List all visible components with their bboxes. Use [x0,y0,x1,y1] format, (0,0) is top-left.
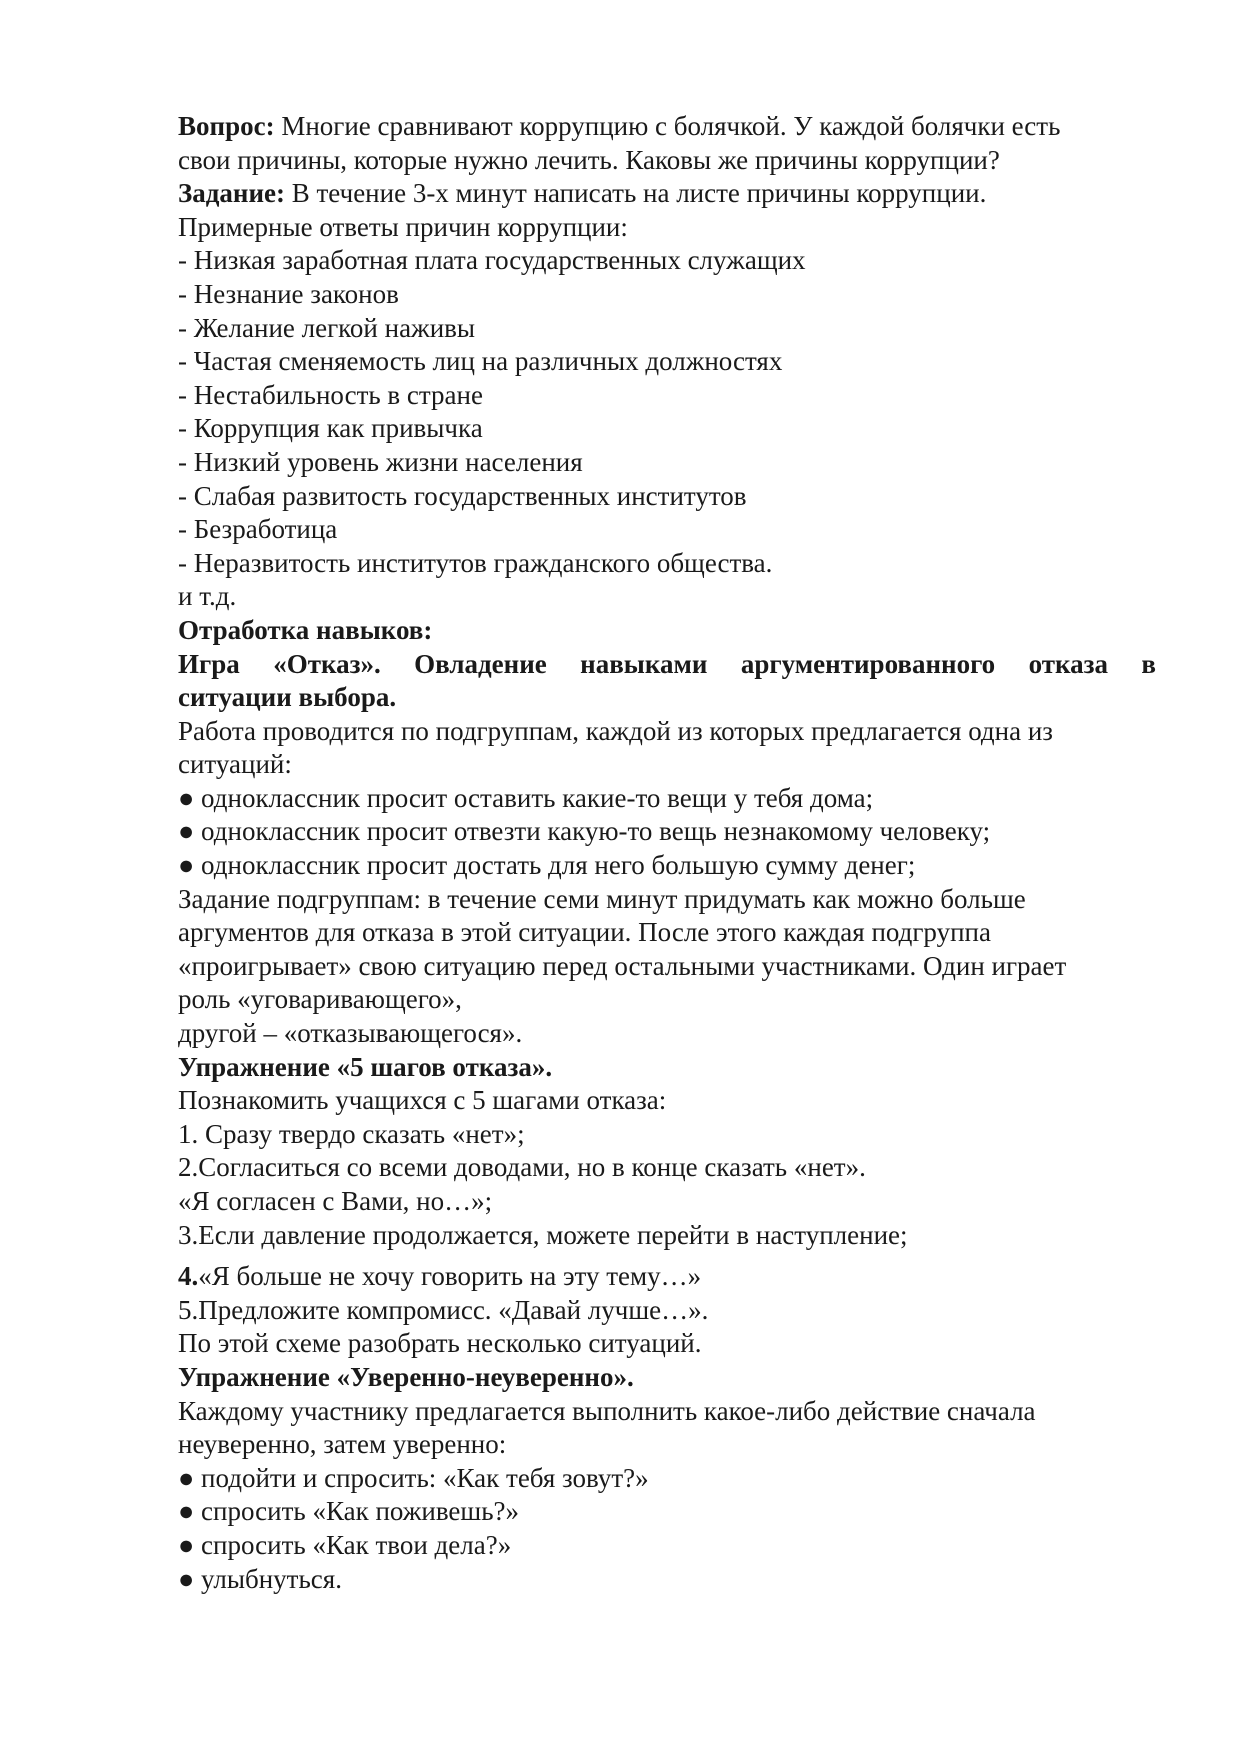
step-2: 2.Согласиться со всеми доводами, но в конце сказать «нет». [178,1152,866,1183]
list-item: - Слабая развитость государственных институтов [178,480,747,511]
list-item: - Неразвитость институтов гражданского общества. [178,547,773,578]
task-label: Задание: [178,178,285,209]
scheme-note: По этой схеме разобрать несколько ситуаций. [178,1328,702,1359]
list-item: - Частая сменяемость лиц на различных должностях [178,346,783,377]
actions-list [178,1462,1156,1596]
list-item: ● одноклассник просит отвезти какую-то вещь незнакомому человеку; [178,816,991,847]
subgroup-task-line-1: Задание подгруппам: в течение семи минут придумать как можно больше [178,883,1026,914]
list-item: - Желание легкой наживы [178,312,476,343]
game-intro-line-1: Работа проводится по подгруппам, каждой из которых предлагается одна из [178,715,1053,746]
subgroup-task-line-5: другой – «отказывающегося». [178,1018,523,1049]
situations-list [178,782,1156,883]
question-line-2: свои причины, которые нужно лечить. Каковы же причины коррупции? [178,144,1000,175]
causes-list [178,244,1156,580]
confident-intro-line-2: неуверенно, затем уверенно: [178,1429,507,1460]
five-steps-heading: Упражнение «5 шагов отказа». [178,1051,553,1082]
question-label: Вопрос: [178,111,275,141]
page-content [178,110,1156,1596]
list-item: ● спросить «Как твои дела?» [178,1529,512,1560]
subgroup-task-line-3: «проигрывает» свою ситуацию перед остальными участниками. Один играет [178,950,1067,981]
list-item: ● спросить «Как поживешь?» [178,1496,520,1527]
list-item: - Нестабильность в стране [178,379,483,410]
list-item: ● одноклассник просит оставить какие-то вещи у тебя дома; [178,782,874,813]
list-item: - Коррупция как привычка [178,413,483,444]
step-4-number: 4. [178,1261,199,1292]
confident-heading: Упражнение «Уверенно-неуверенно». [178,1361,634,1392]
list-item: ● одноклассник просит достать для него большую сумму денег; [178,850,916,881]
question-line-1: Вопрос: Многие сравнивают коррупцию с болячкой. У каждой болячки есть [178,111,1061,141]
game-heading-line-1: Игра «Отказ». Овладение навыками аргументированного отказа в [178,648,1156,679]
list-item: ● подойти и спросить: «Как тебя зовут?» [178,1462,649,1493]
list-item: ● улыбнуться. [178,1563,342,1594]
subgroup-task-line-4: роль «уговаривающего», [178,984,462,1015]
game-heading-line-2: ситуации выбора. [178,682,397,713]
step-1: 1. Сразу твердо сказать «нет»; [178,1118,525,1149]
step-5: 5.Предложите компромисс. «Давай лучше…». [178,1294,709,1325]
list-item: - Низкий уровень жизни населения [178,446,583,477]
skills-heading: Отработка навыков: [178,614,433,645]
task-line: Задание: В течение 3-х минут написать на листе причины коррупции. [178,178,987,209]
step-2-example: «Я согласен с Вами, но…»; [178,1186,493,1216]
list-item: - Безработица [178,514,338,545]
subgroup-task-line-2: аргументов для отказа в этой ситуации. После этого каждая подгруппа [178,917,991,948]
list-item: - Незнание законов [178,278,399,309]
five-steps-intro: Познакомить учащихся с 5 шагами отказа: [178,1085,667,1116]
etc-text: и т.д. [178,581,237,612]
game-intro-line-2: ситуаций: [178,749,292,780]
answers-intro: Примерные ответы причин коррупции: [178,211,628,242]
confident-intro-line-1: Каждому участнику предлагается выполнить какое-либо действие сначала [178,1395,1036,1426]
step-4: 4.«Я больше не хочу говорить на эту тему…» [178,1261,702,1292]
step-3: 3.Если давление продолжается, можете перейти в наступление; [178,1219,908,1250]
list-item: - Низкая заработная плата государственных служащих [178,245,806,276]
